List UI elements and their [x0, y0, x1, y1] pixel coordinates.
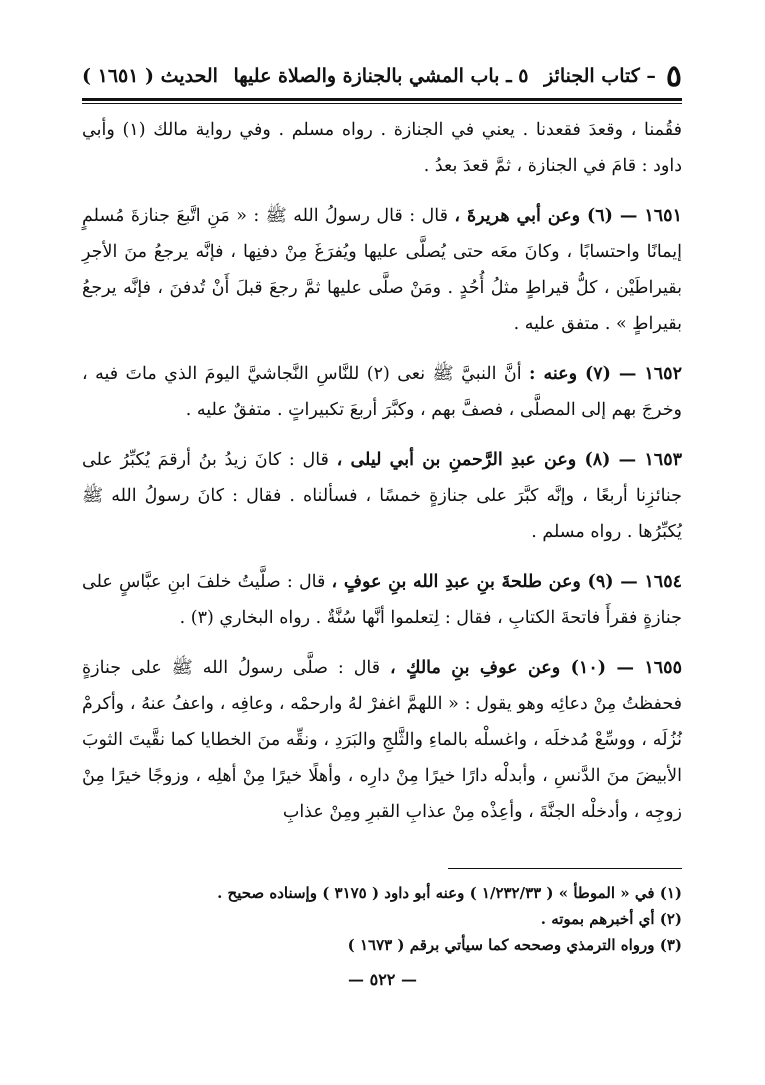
header-rule-thick: [82, 98, 682, 101]
footnote-1: (١) في « الموطأ » ( ١/٢٣٢/٣٣ ) وعنه أبو داود ( ٣١٧٥ ) وإسناده صحيح .: [217, 884, 682, 902]
hadith-1652-text: أنَّ النبيَّ ﷺ نعى (٢) للنَّاسِ النَّجاشيَّ اليومَ الذي ماتَ فيه ، وخرجَ بهم إلى المصلَّى ، فصفَّ بهم ، وكبَّرَ أربعَ تكبيراتٍ . متفقٌ عليه .: [82, 364, 682, 420]
hadith-1653-heading: ١٦٥٣ — (٨) وعن عبدِ الرَّحمنِ بن أبي ليلى ،: [336, 450, 682, 470]
running-header: [82, 56, 682, 96]
hadith-1652: [82, 356, 682, 428]
hadith-1651-text: قال : قال رسولُ الله ﷺ : « مَنِ اتَّبعَ جنازةَ مُسلمٍ إيمانًا واحتسابًا ، وكانَ معَه حتى يُصلَّى عليها ويُفرَغَ مِنْ دفنِها ، فإنَّه يرجعُ منَ الأجرِ بقيراطَيْن ، كلُّ قيراطٍ مثلُ أُحُدٍ . ومَنْ صلَّى عليها ثمَّ رجعَ قبلَ أَنْ تُدفنَ ، فإنَّه يرجعُ بقيراطٍ » . متفق عليه .: [82, 206, 682, 334]
intro-text: فقُمنا ، وقعدَ فقعدنا . يعني في الجنازة . رواه مسلم . وفي رواية مالك (١) وأبي داود : قامَ في الجنازة ، ثمَّ قعدَ بعدُ .: [82, 120, 682, 176]
hadith-1653-text: قال : كانَ زيدُ بنُ أرقمَ يُكبِّرُ على جنائزِنا أربعًا ، وإنَّه كبَّرَ على جنازةٍ خمسًا ، فسألناه . فقال : كانَ رسولُ الله ﷺ يُكبِّرُها . رواه مسلم .: [82, 450, 682, 542]
header-chapter: [544, 59, 682, 94]
hadith-1655-text: قال : صلَّى رسولُ الله ﷺ على جنازةٍ فحفظتُ مِنْ دعائِه وهو يقول : « اللهمَّ اغفرْ لهُ وارحمْه ، وعافِه ، واعفُ عنهُ ، وأكرمْ نُزُلَه ، ووسِّعْ مُدخلَه ، واغسلْه بالماءِ والثَّلجِ والبَرَدِ ، ونقِّه منَ الخطايا كما نقَّيتَ الثوبَ الأبيضَ منَ الدَّنسِ ، وأبدلْه دارًا خيرًا مِنْ دارِه ، وأهلًا خيرًا مِنْ أهلِه ، وزوجًا خيرًا مِنْ زوجِه ، وأدخلْه الجنَّةَ ، وأعِذْه مِنْ عذابِ القبرِ ومِنْ عذابِ: [82, 658, 682, 822]
hadith-1654: [82, 564, 682, 636]
hadith-1652-heading: ١٦٥٢ — (٧) وعنه :: [529, 364, 682, 384]
footnotes: [82, 880, 682, 958]
hadith-1655: [82, 650, 682, 830]
hadith-1653: [82, 442, 682, 550]
hadith-1651-heading: ١٦٥١ — (٦) وعن أبي هريرةَ ،: [454, 206, 682, 226]
chapter-number: ٥: [665, 58, 682, 94]
page-body: [82, 112, 682, 844]
footnote-2: (٢) أي أخبرهم بموته .: [540, 910, 682, 928]
footnote-separator: [448, 868, 682, 869]
footnote-3: (٣) ورواه الترمذي وصححه كما سيأتي برقم ( ١٦٧٣ ): [347, 936, 682, 954]
header-rule-thin: [82, 103, 682, 104]
page-number: — ٥٢٢ —: [348, 970, 417, 989]
hadith-1655-heading: ١٦٥٥ — (١٠) وعن عوفِ بنِ مالكٍ ،: [390, 658, 682, 678]
hadith-1654-text: قال : صلَّيتُ خلفَ ابنِ عبَّاسٍ على جنازةٍ فقرأَ فاتحةَ الكتابِ ، فقال : لِتعلموا أنَّها سُنَّةٌ . رواه البخاري (٣) .: [82, 572, 682, 628]
hadith-1651: [82, 198, 682, 342]
hadith-range-label: الحديث ( ١٦٥١ ): [82, 65, 218, 87]
section-title: ٥ ـ باب المشي بالجنازة والصلاة عليها: [233, 65, 529, 87]
chapter-title: – كتاب الجنائز: [544, 65, 656, 87]
intro-paragraph: [82, 112, 682, 184]
hadith-1654-heading: ١٦٥٤ — (٩) وعن طلحةَ بنِ عبدِ الله بنِ عوفٍ ،: [331, 572, 682, 592]
